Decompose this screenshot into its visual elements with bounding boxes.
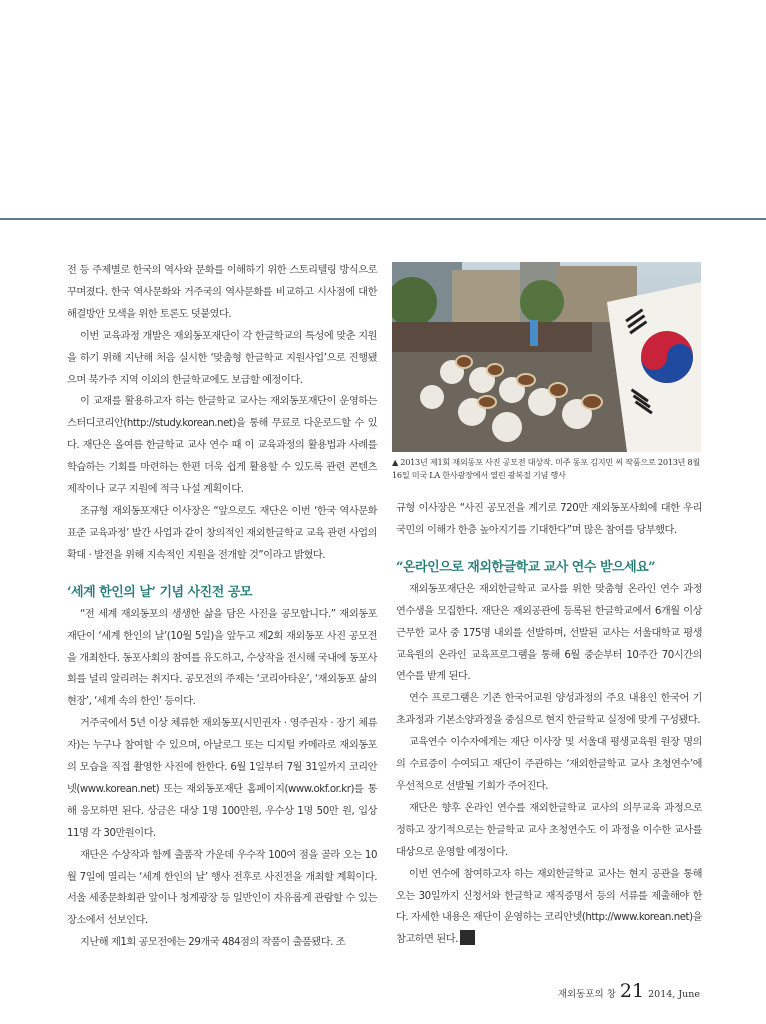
- body-paragraph: 교육연수 이수자에게는 재단 이사장 및 서울대 평생교육원 원장 명의의 수료증이 수여되고 재단이 주관하는 ‘재외한글학교 교사 초청연수’에 우선적으로 선발될 기회가 주어진다.: [396, 737, 702, 792]
- event-photo: [392, 262, 701, 452]
- body-paragraph: 거주국에서 5년 이상 체류한 재외동포(시민권자 · 영주권자 · 장기 체류자)는 누구나 참여할 수 있으며, 아날로그 또는 디지털 카메라로 재외동포의 모습을 직접 촬영한 사진에 한한다. 6월 1일부터 7월 31일까지 코리안넷(www.korean.net) 또는 재외동포재단 홈페이지(www.okf.or.kr)를 통해 응모하면 된다. 상금은 대상 1명 100만원, 우수상 1명 50만 원, 입상 11명 각 30만원이다.: [67, 718, 377, 839]
- header-rule: [0, 218, 766, 220]
- page-number: 21: [619, 980, 645, 1002]
- body-paragraph: 전 등 주제별로 한국의 역사와 문화를 이해하기 위한 스토리텔링 방식으로 꾸며졌다. 한국 역사문화와 거주국의 역사문화를 비교하고 시사점에 대한 해결방안 모색을 위한 토론도 덧붙였다.: [67, 265, 377, 320]
- magazine-title: 재외동포의 창: [557, 989, 616, 1000]
- body-paragraph: 연수 프로그램은 기존 한국어교원 양성과정의 주요 내용인 한국어 기초과정과 기본소양과정을 중심으로 현지 한글학교 실정에 맞게 구성됐다.: [396, 693, 702, 727]
- photo-illustration: [392, 262, 701, 452]
- body-paragraph: 이 교재를 활용하고자 하는 한글학교 교사는 재외동포재단이 운영하는 스터디코리안(http://study.korean.net)을 통해 무료로 다운로드할 수 있다. 재단은 올여름 한글학교 교사 연수 때 이 교육과정의 활용법과 사례를 학습하는 기회를 마련하는 한편 더욱 쉽게 활용할 수 있도록 관련 콘텐츠 제작이나 교구 지원에 적극 나설 계획이다.: [67, 396, 377, 496]
- photo-caption: ▲ 2013년 제1회 재외동포 사진 공모전 대상작. 미주 동포 김지민 씨 작품으로 2013년 8월 16일 미국 LA 한사광장에서 열린 광복절 기념 행사: [392, 457, 700, 480]
- left-column: [67, 260, 377, 954]
- body-paragraph: 조규형 재외동포재단 이사장은 “앞으로도 재단은 이번 ‘한국 역사문화 표준 교육과정’ 발간 사업과 같이 창의적인 재외한글학교 교육 관련 사업의 확대 · 발전을 위해 지속적인 지원을 전개할 것”이라고 밝혔다.: [67, 505, 377, 561]
- section-heading-online-training: “온라인으로 재외한글학교 교사 연수 받으세요”: [396, 559, 656, 575]
- end-mark-icon: [460, 930, 475, 945]
- body-paragraph: 지난해 제1회 공모전에는 29개국 484점의 작품이 출품됐다. 조: [80, 937, 346, 949]
- body-paragraph: 재외동포재단은 재외한글학교 교사를 위한 맞춤형 온라인 연수 과정 연수생을 모집한다. 재단은 재외공관에 등록된 한글학교에서 6개월 이상 근무한 교사 중 175명 내외를 선발하며, 선발된 교사는 서울대학교 평생교육원의 온라인 교육프로그램을 통해 6월 중순부터 10주간 70시간의 연수를 받게 된다.: [396, 583, 702, 683]
- body-paragraph: 재단은 수상작과 함께 출품작 가운데 우수작 100여 점을 골라 오는 10월 7일에 열리는 ‘세계 한인의 날’ 행사 전후로 사진전을 개최할 계획이다. 서울 세종문화회관 앞이나 청계광장 등 일반인이 자유롭게 관람할 수 있는 장소에서 선보인다.: [67, 849, 377, 927]
- body-paragraph-text: 이번 연수에 참여하고자 하는 재외한글학교 교사는 현지 공관을 통해 오는 30일까지 신청서와 한글학교 재직증명서 등의 서류를 제출해야 한다. 자세한 내용은 재단이 운영하는 코리안넷(http://www.korean.net)을 참고하면 된다.: [396, 868, 702, 946]
- body-paragraph: “전 세계 재외동포의 생생한 삶을 담은 사진을 공모합니다.” 재외동포재단이 ‘세계 한인의 날’(10월 5일)을 앞두고 제2회 재외동포 사진 공모전을 개최한다. 동포사회의 참여를 유도하고, 수상작을 전시해 국내에 동포사회를 널리 알리려는 취지다. 공모전의 주제는 ‘코리아타운’, ‘재외동포 삶의 현장’, ‘세계 속의 한인’ 등이다.: [67, 608, 377, 708]
- body-paragraph: 규형 이사장은 “사진 공모전을 계기로 720만 재외동포사회에 대한 우리 국민의 이해가 한층 높아지기를 기대한다”며 많은 참여를 당부했다.: [396, 503, 702, 536]
- body-paragraph: 이번 교육과정 개발은 재외동포재단이 각 한글학교의 특성에 맞춘 지원을 하기 위해 지난해 처음 실시한 ‘맞춤형 한글학교 지원사업’으로 진행됐으며 북가주 지역 이외의 한글학교에도 보급할 예정이다.: [67, 330, 377, 386]
- body-paragraph-last: [396, 864, 702, 952]
- issue-date: 2014, June: [648, 989, 700, 1000]
- body-paragraph: 재단은 향후 온라인 연수를 재외한글학교 교사의 의무교육 과정으로 정하고 장기적으로는 한글학교 교사 초청연수도 이 과정을 이수한 교사를 대상으로 운영할 예정이다.: [396, 802, 702, 858]
- section-heading-photo-contest: ‘세계 한인의 날’ 기념 사진전 공모: [67, 584, 252, 600]
- right-column: [396, 498, 702, 951]
- page-footer: [558, 980, 700, 1002]
